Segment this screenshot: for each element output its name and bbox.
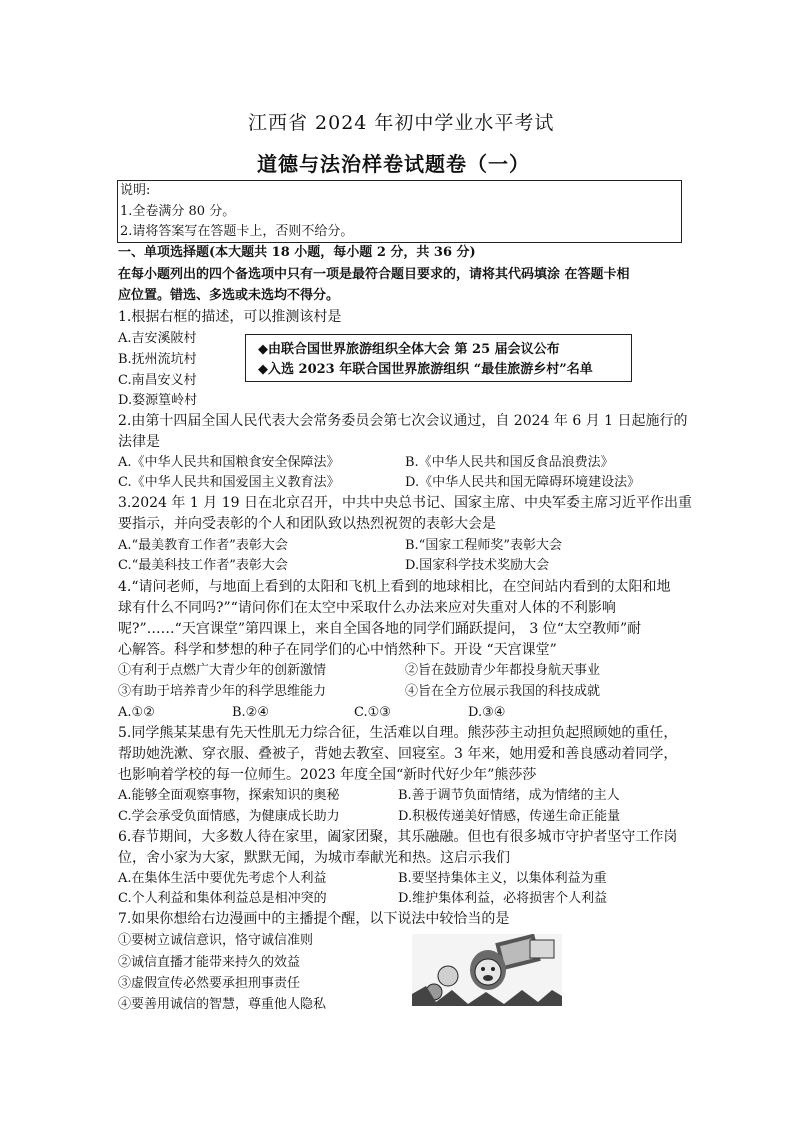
- q1-box-line: ◆由联合国世界旅游组织全体大会 第 25 届会议公布: [258, 342, 560, 357]
- question-3-stem: 要指示，并向受表彰的个人和团队致以热烈祝贺的表彰大会是: [118, 516, 496, 532]
- question-5-stem: 也影响着学校的每一位师生。2023 年度全国“新时代好少年”熊莎莎: [118, 767, 537, 783]
- q4-option-a: A.①②: [118, 705, 155, 720]
- question-5-stem: 5.同学熊某某患有先天性肌无力综合征，生活难以自理。熊莎莎主动担负起照顾她的重任，: [118, 725, 678, 741]
- q1-option-a: A.吉安溪陂村: [118, 331, 197, 346]
- question-1-stem: 1.根据右框的描述，可以推测该村是: [118, 309, 342, 325]
- q2-option-a: A.《中华人民共和国粮食安全保障法》: [118, 455, 340, 470]
- exam-subtitle: 道德与法治样卷试题卷（一）: [257, 152, 530, 176]
- question-7-stem: 7.如果你想给右边漫画中的主播提个醒，以下说法中较恰当的是: [118, 911, 510, 927]
- streamer-face: [475, 959, 501, 985]
- q6-option-d: D.维护集体利益，必将损害个人利益: [398, 891, 608, 906]
- q2-option-b: B.《中华人民共和国反食品浪费法》: [405, 455, 614, 470]
- q7-statement: ③虚假宣传必然要承担刑事责任: [118, 976, 301, 991]
- q7-statement: ②诚信直播才能带来持久的效益: [118, 955, 301, 970]
- q5-option-c: C.学会承受负面情感，为健康成长助力: [118, 809, 340, 824]
- q4-option-b: B.②④: [232, 705, 269, 720]
- question-4-stem: 球有什么不同吗?”“请问你们在太空中采取什么办法来应对失重对人体的不利影响: [118, 600, 616, 616]
- q6-option-c: C.个人利益和集体利益总是相冲突的: [118, 891, 327, 906]
- section-instructions: 在每小题列出的四个备选项中只有一项是最符合题目要求的，请将其代码填涂 在答题卡相: [118, 267, 630, 282]
- q1-option-d: D.婺源篁岭村: [118, 393, 198, 408]
- question-4-stem: 心解答。科学和梦想的种子在同学们的心中悄然种下。开设 “天宫课堂”: [118, 642, 557, 658]
- eye-icon: [481, 967, 485, 971]
- product-icon: [438, 966, 458, 986]
- q1-option-c: C.南昌安义村: [118, 373, 197, 388]
- question-5-stem: 帮助她洗漱、穿衣服、叠被子，背她去教室、回寝室。3 年来，她用爱和善良感动着同学，: [118, 746, 678, 762]
- question-2-stem: 2.由第十四届全国人民代表大会常务委员会第七次会议通过，自 2024 年 6 月 1 日起施行的: [118, 413, 688, 429]
- mouth-icon: [483, 975, 493, 981]
- instruction-item: 1.全卷满分 80 分。: [120, 204, 236, 219]
- q7-statement: ④要善用诚信的智慧，尊重他人隐私: [118, 997, 327, 1012]
- q7-statement: ①要树立诚信意识，恪守诚信准则: [118, 933, 314, 948]
- question-3-stem: 3.2024 年 1 月 19 日在北京召开，中共中央总书记、国家主席、中央军委主席习近平作出重: [118, 495, 692, 511]
- q4-option-d: D.③④: [468, 705, 506, 720]
- q1-option-b: B.抚州流坑村: [118, 352, 197, 367]
- q3-option-d: D.国家科学技术奖励大会: [405, 558, 550, 573]
- section-instructions: 应位置。错选、多选或未选均不得分。: [118, 288, 340, 303]
- question-2-stem: 法律是: [118, 434, 160, 450]
- q4-statement: ②旨在鼓励青少年都投身航天事业: [405, 663, 601, 678]
- q2-option-c: C.《中华人民共和国爱国主义教育法》: [118, 475, 340, 490]
- q3-option-c: C.“最美科技工作者”表彰大会: [118, 558, 288, 573]
- q5-option-a: A.能够全面观察事物，探索知识的奥秘: [118, 788, 340, 803]
- q1-box-line: ◆入选 2023 年联合国世界旅游组织 “最佳旅游乡村”名单: [258, 362, 593, 377]
- q5-option-d: D.积极传递美好情感，传递生命正能量: [398, 809, 621, 824]
- q3-option-a: A.“最美教育工作者”表彰大会: [118, 538, 288, 553]
- question-4-stem: 呢?”……“天宫课堂”第四课上，来自全国各地的同学们踊跃提问， 3 位“太空教师”耐: [118, 621, 642, 637]
- sign-board: [530, 940, 554, 958]
- eye-icon: [491, 967, 495, 971]
- section-heading: 一、单项选择题(本大题共 18 小题，每小题 2 分，共 36 分): [118, 245, 476, 260]
- livestream-cartoon: [412, 934, 562, 1006]
- q4-statement: ④旨在全方位展示我国的科技成就: [405, 684, 601, 699]
- q6-option-b: B.要坚持集体主义，以集体利益为重: [398, 871, 607, 886]
- q4-statement: ③有助于培养青少年的科学思维能力: [118, 684, 327, 699]
- exam-title: 江西省 2024 年初中学业水平考试: [248, 112, 555, 134]
- question-6-stem: 位，舍小家为大家，默默无闻，为城市奉献光和热。这启示我们: [118, 850, 510, 866]
- question-6-stem: 6.春节期间，大多数人待在家里，阖家团聚，其乐融融。但也有很多城市守护者坚守工作岗: [118, 829, 678, 845]
- q6-option-a: A.在集体生活中要优先考虑个人利益: [118, 871, 327, 886]
- instruction-item: 2.请将答案写在答题卡上，否则不给分。: [120, 224, 354, 239]
- q4-statement: ①有利于点燃广大青少年的创新激情: [118, 663, 327, 678]
- question-4-stem: 4.“请问老师，与地面上看到的太阳和飞机上看到的地球相比，在空间站内看到的太阳和地: [118, 579, 671, 595]
- instructions-label: 说明:: [120, 183, 151, 198]
- q2-option-d: D.《中华人民共和国无障碍环境建设法》: [405, 475, 641, 490]
- q4-option-c: C.①③: [354, 705, 391, 720]
- q3-option-b: B.“国家工程师奖”表彰大会: [405, 538, 562, 553]
- q5-option-b: B.善于调节负面情绪，成为情绪的主人: [398, 788, 620, 803]
